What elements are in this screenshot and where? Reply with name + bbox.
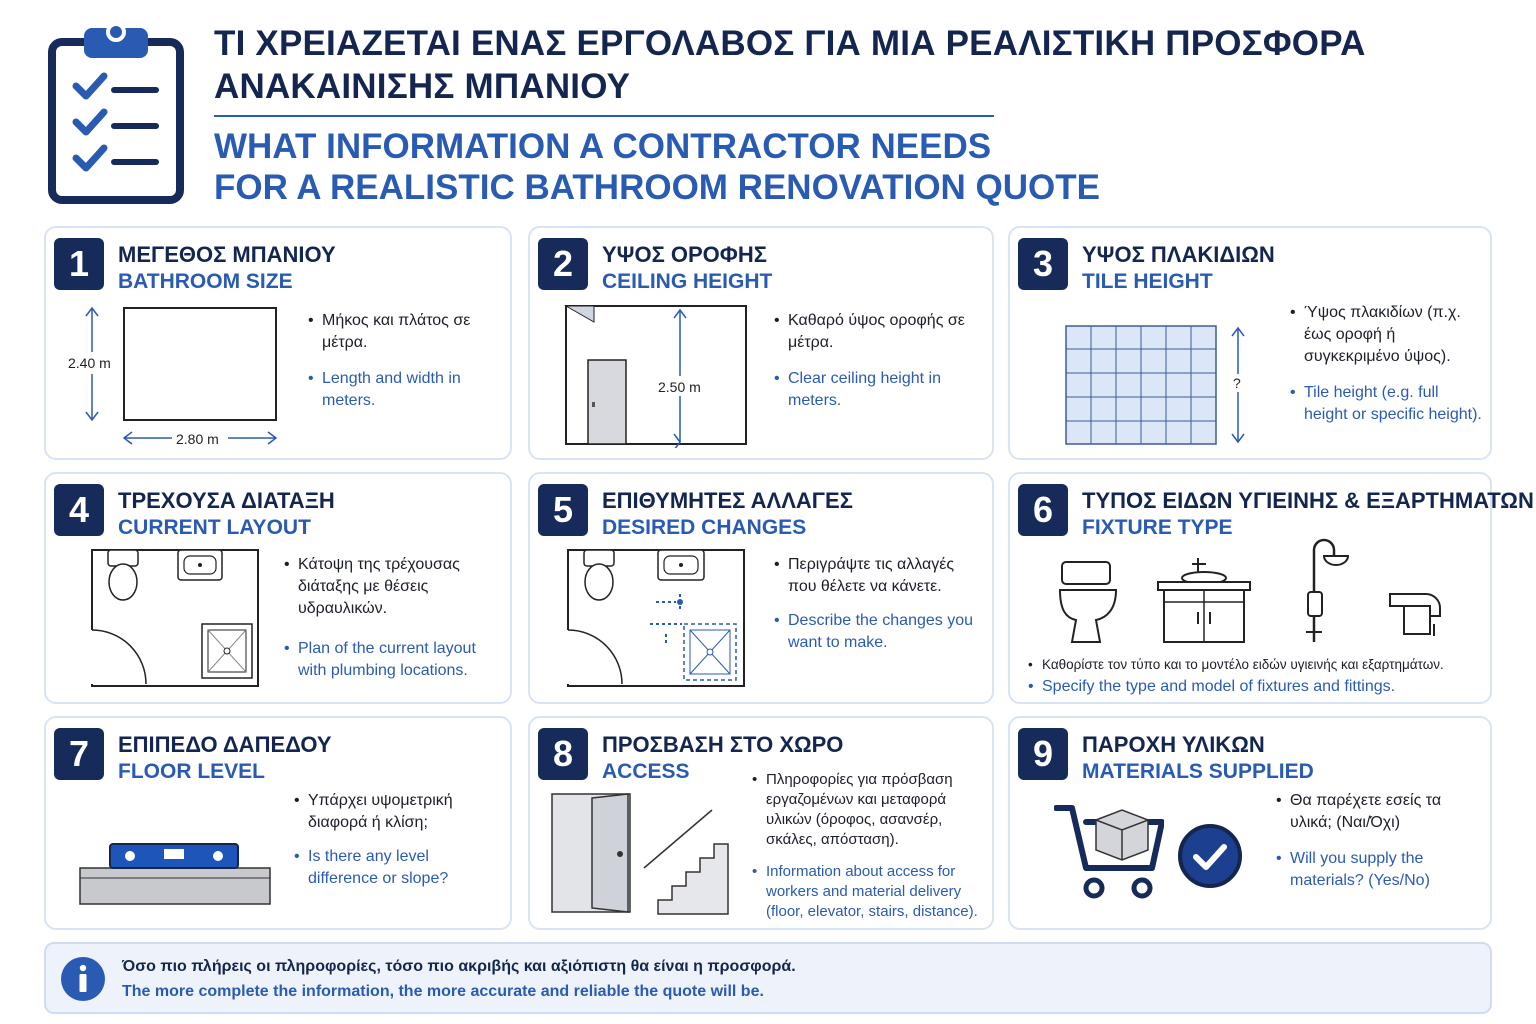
bullet-greek: • Καθαρό ύψος οροφής σε μέτρα. <box>774 310 974 354</box>
step-number: 1 <box>54 238 104 290</box>
card-title-greek: ΜΕΓΕΘΟΣ ΜΠΑΝΙΟΥ <box>118 242 336 267</box>
tile-wall-diagram <box>1064 324 1264 450</box>
floor-plan-current <box>90 548 262 690</box>
card-desired-changes <box>528 472 994 704</box>
bullet-greek: • Πληροφορίες για πρόσβαση εργαζομένων και μεταφορά υλικών (όροφος, ασανσέρ, σκάλες, απόσταση). <box>752 770 988 850</box>
card-title-english: ACCESS <box>602 760 690 783</box>
floor-plan-changes <box>566 548 750 690</box>
title-english-line-1: WHAT INFORMATION A CONTRACTOR NEEDS <box>214 127 992 166</box>
card-title-english: MATERIALS SUPPLIED <box>1082 760 1314 783</box>
step-number: 8 <box>538 728 588 780</box>
card-title-english: CURRENT LAYOUT <box>118 516 311 539</box>
bullet-english: • Clear ceiling height in meters. <box>774 368 974 412</box>
title-english-line-2: FOR A REALISTIC BATHROOM RENOVATION QUOTE <box>214 168 1100 207</box>
bullet-english: • Describe the changes you want to make. <box>774 610 974 654</box>
card-title-english: CEILING HEIGHT <box>602 270 773 293</box>
dim-width-label: 2.80 m <box>176 431 219 447</box>
dim-height-label: 2.50 m <box>658 379 701 395</box>
clipboard-checklist-icon <box>48 18 184 204</box>
faucet-icon <box>1386 584 1450 640</box>
stairs-icon <box>642 808 732 918</box>
bullet-greek: • Μήκος και πλάτος σε μέτρα. <box>308 310 498 354</box>
dim-height-label: 2.40 m <box>68 355 111 371</box>
card-title-greek: ΤΡΕΧΟΥΣΑ ΔΙΑΤΑΞΗ <box>118 488 335 513</box>
card-title-greek: ΥΨΟΣ ΠΛΑΚΙΔΙΩΝ <box>1082 242 1275 267</box>
card-current-layout <box>44 472 512 704</box>
card-title-greek: ΤΥΠΟΣ ΕΙΔΩΝ ΥΓΙΕΙΝΗΣ & ΕΞΑΡΤΗΜΑΤΩΝ <box>1082 488 1534 513</box>
card-tile-height <box>1008 226 1492 460</box>
footer-note <box>44 942 1492 1014</box>
checkmark-circle-icon <box>1176 822 1244 890</box>
door-icon <box>548 790 634 916</box>
dim-unknown-label: ? <box>1233 375 1241 391</box>
spirit-level-icon <box>78 840 274 906</box>
bullet-english: • Plan of the current layout with plumbing locations. <box>284 638 494 682</box>
bullet-greek: • Περιγράψτε τις αλλαγές που θέλετε να κάνετε. <box>774 554 974 598</box>
step-number: 4 <box>54 484 104 536</box>
card-title-greek: ΕΠΙΘΥΜΗΤΕΣ ΑΛΛΑΓΕΣ <box>602 488 853 513</box>
info-icon <box>60 956 106 1002</box>
card-ceiling-height <box>528 226 994 460</box>
title-divider <box>214 115 994 117</box>
title-english <box>214 126 1494 208</box>
card-access <box>528 716 994 930</box>
shower-icon <box>1300 538 1364 648</box>
step-number: 2 <box>538 238 588 290</box>
card-title-english: DESIRED CHANGES <box>602 516 807 539</box>
footer-text-english: The more complete the information, the more accurate and reliable the quote will be. <box>122 983 764 1000</box>
card-title-english: FIXTURE TYPE <box>1082 516 1233 539</box>
step-number: 7 <box>54 728 104 780</box>
bullet-greek: • Ύψος πλακιδίων (π.χ. έως οροφή ή συγκεκριμένο ύψος). <box>1290 302 1486 368</box>
card-fixture-type <box>1008 472 1534 704</box>
shopping-cart-icon <box>1054 804 1164 900</box>
card-title-greek: ΥΨΟΣ ΟΡΟΦΗΣ <box>602 242 767 267</box>
step-number: 3 <box>1018 238 1068 290</box>
bullet-english: • Tile height (e.g. full height or specific height). <box>1290 382 1486 426</box>
bullet-greek: • Υπάρχει υψομετρική διαφορά ή κλίση; <box>294 790 494 834</box>
bullet-greek: • Θα παρέχετε εσείς τα υλικά; (Ναι/Όχι) <box>1276 790 1476 834</box>
toilet-icon <box>1058 560 1118 646</box>
card-title-greek: ΠΑΡΟΧΗ ΥΛΙΚΩΝ <box>1082 732 1265 757</box>
card-title-greek: ΠΡΟΣΒΑΣΗ ΣΤΟ ΧΩΡΟ <box>602 732 844 757</box>
step-number: 9 <box>1018 728 1068 780</box>
card-title-english: FLOOR LEVEL <box>118 760 265 783</box>
card-bathroom-size <box>44 226 512 460</box>
bullet-english: • Specify the type and model of fixtures and fittings. <box>1028 676 1488 698</box>
step-number: 5 <box>538 484 588 536</box>
bullet-english: • Is there any level difference or slope? <box>294 846 494 890</box>
card-floor-level <box>44 716 512 930</box>
room-dimensions-diagram <box>62 302 302 452</box>
card-materials-supplied <box>1008 716 1492 930</box>
bullet-greek: • Καθορίστε τον τύπο και το μοντέλο ειδών υγιεινής και εξαρτημάτων. <box>1028 654 1488 676</box>
bullet-english: • Length and width in meters. <box>308 368 498 412</box>
ceiling-height-diagram <box>564 304 754 448</box>
title-greek: ΤΙ ΧΡΕΙΑΖΕΤΑΙ ΕΝΑΣ ΕΡΓΟΛΑΒΟΣ ΓΙΑ ΜΙΑ ΡΕΑΛΙΣΤΙΚΗ ΠΡΟΣΦΟΡΑ ΑΝΑΚΑΙΝΙΣΗΣ ΜΠΑΝΙΟΥ <box>214 24 1366 106</box>
card-title-english: TILE HEIGHT <box>1082 270 1213 293</box>
bullet-english: • Will you supply the materials? (Yes/No) <box>1276 848 1476 892</box>
vanity-sink-icon <box>1156 554 1252 646</box>
footer-text-greek: Όσο πιο πλήρεις οι πληροφορίες, τόσο πιο ακριβής και αξιόπιστη θα είναι η προσφορά. <box>122 958 796 975</box>
step-number: 6 <box>1018 484 1068 536</box>
bullet-greek: • Κάτοψη της τρέχουσας διάταξης με θέσεις υδραυλικών. <box>284 554 494 620</box>
card-title-greek: ΕΠΙΠΕΔΟ ΔΑΠΕΔΟΥ <box>118 732 332 757</box>
card-title-english: BATHROOM SIZE <box>118 270 293 293</box>
bullet-english: • Information about access for workers and material delivery (floor, elevator, stairs, distance). <box>752 862 988 922</box>
